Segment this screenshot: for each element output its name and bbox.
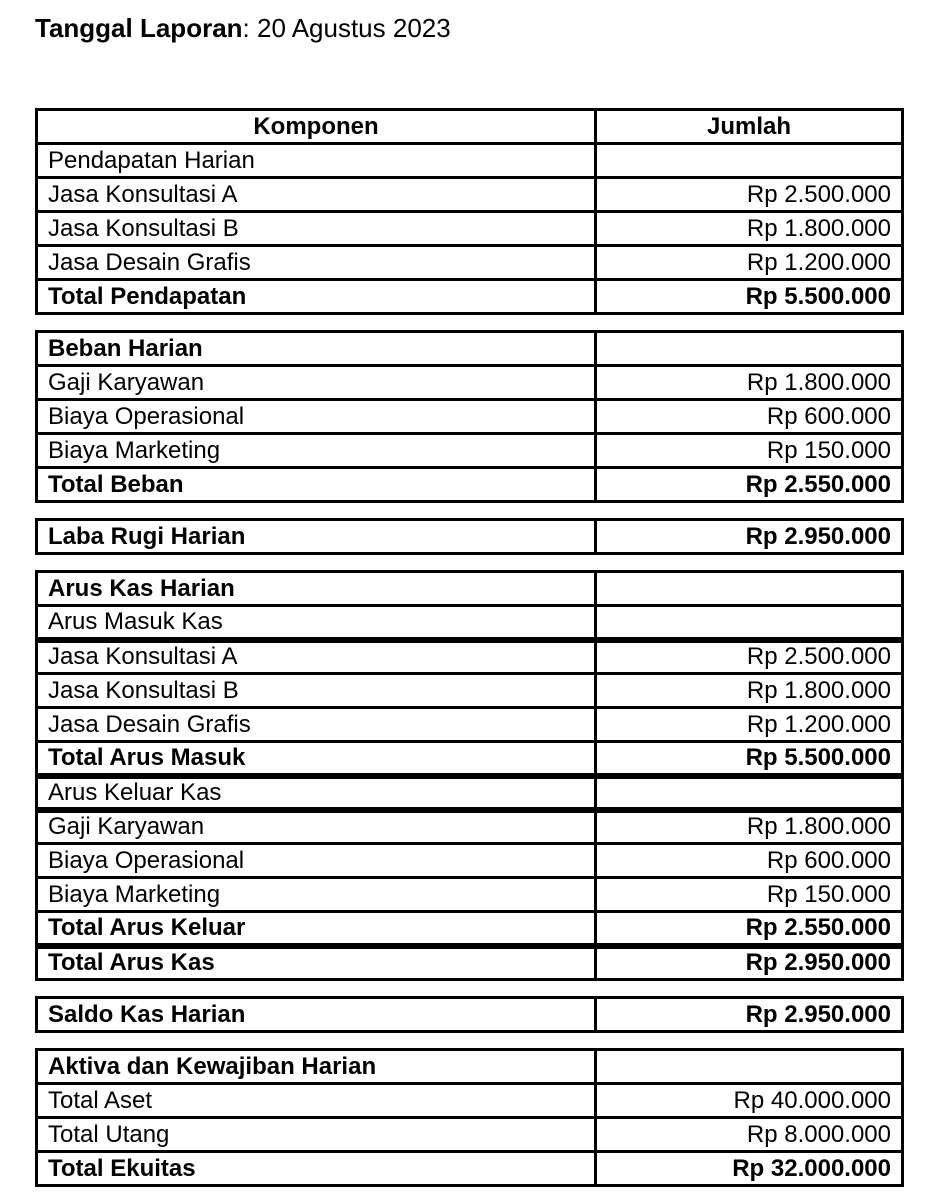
row-value: Rp 150.000 xyxy=(596,878,903,912)
row-label: Total Pendapatan xyxy=(37,280,596,314)
table-row xyxy=(37,776,903,810)
row-label: Laba Rugi Harian xyxy=(37,520,596,554)
table-row xyxy=(37,400,903,434)
row-label: Beban Harian xyxy=(37,332,596,366)
row-value: Rp 2.550.000 xyxy=(596,912,903,946)
table-row xyxy=(37,1152,903,1186)
row-value: Rp 1.800.000 xyxy=(596,366,903,400)
row-label: Jasa Konsultasi A xyxy=(37,178,596,212)
row-label: Arus Kas Harian xyxy=(37,572,596,606)
table-row xyxy=(37,640,903,674)
table-row xyxy=(37,912,903,946)
row-value: Rp 32.000.000 xyxy=(596,1152,903,1186)
row-label: Biaya Marketing xyxy=(37,878,596,912)
row-value: Rp 2.950.000 xyxy=(596,998,903,1032)
row-value: Rp 2.500.000 xyxy=(596,178,903,212)
table-row xyxy=(37,606,903,640)
row-label: Arus Keluar Kas xyxy=(37,776,596,810)
table-laba-rugi-harian xyxy=(35,518,904,555)
table-row xyxy=(37,178,903,212)
report-tables xyxy=(35,108,944,1187)
row-label: Arus Masuk Kas xyxy=(37,606,596,640)
table-row xyxy=(37,144,903,178)
row-label: Total Ekuitas xyxy=(37,1152,596,1186)
report-date-label: Tanggal Laporan xyxy=(35,13,243,43)
row-value xyxy=(596,144,903,178)
table-saldo-kas-harian xyxy=(35,996,904,1033)
row-value: Rp 600.000 xyxy=(596,400,903,434)
row-value xyxy=(596,1050,903,1084)
table-aktiva-dan-kewajiban-harian xyxy=(35,1048,904,1187)
table-row xyxy=(37,366,903,400)
row-value: Rp 5.500.000 xyxy=(596,742,903,776)
table-row xyxy=(37,1084,903,1118)
row-label: Total Arus Kas xyxy=(37,946,596,980)
row-label: Total Beban xyxy=(37,468,596,502)
row-value xyxy=(596,606,903,640)
row-label: Biaya Operasional xyxy=(37,844,596,878)
row-value: Rp 2.950.000 xyxy=(596,520,903,554)
row-label: Biaya Operasional xyxy=(37,400,596,434)
row-value xyxy=(596,776,903,810)
row-value: Rp 1.200.000 xyxy=(596,246,903,280)
table-row xyxy=(37,1118,903,1152)
table-row xyxy=(37,468,903,502)
table-row xyxy=(37,434,903,468)
row-label: Total Utang xyxy=(37,1118,596,1152)
row-value xyxy=(596,572,903,606)
table-row xyxy=(37,280,903,314)
report-date xyxy=(35,13,944,43)
table-row xyxy=(37,332,903,366)
row-value: Rp 40.000.000 xyxy=(596,1084,903,1118)
table-row xyxy=(37,946,903,980)
row-value: Rp 1.800.000 xyxy=(596,212,903,246)
table-row xyxy=(37,246,903,280)
row-label: Biaya Marketing xyxy=(37,434,596,468)
table-row xyxy=(37,572,903,606)
row-label: Jasa Desain Grafis xyxy=(37,708,596,742)
row-value: Rp 2.550.000 xyxy=(596,468,903,502)
row-label: Pendapatan Harian xyxy=(37,144,596,178)
table-row xyxy=(37,810,903,844)
row-label: Jasa Konsultasi A xyxy=(37,640,596,674)
table-row xyxy=(37,212,903,246)
row-value: Rp 1.200.000 xyxy=(596,708,903,742)
row-value: Rp 2.500.000 xyxy=(596,640,903,674)
row-value: Rp 5.500.000 xyxy=(596,280,903,314)
row-label: Total Arus Keluar xyxy=(37,912,596,946)
table-beban-harian xyxy=(35,330,904,503)
table-row xyxy=(37,520,903,554)
table-row xyxy=(37,1050,903,1084)
table-row xyxy=(37,742,903,776)
row-label: Gaji Karyawan xyxy=(37,810,596,844)
table-row xyxy=(37,998,903,1032)
table-row xyxy=(37,844,903,878)
row-value: Rp 8.000.000 xyxy=(596,1118,903,1152)
row-label: Total Arus Masuk xyxy=(37,742,596,776)
row-value xyxy=(596,332,903,366)
row-value: Rp 600.000 xyxy=(596,844,903,878)
table-row xyxy=(37,878,903,912)
row-value: Rp 1.800.000 xyxy=(596,674,903,708)
row-label: Aktiva dan Kewajiban Harian xyxy=(37,1050,596,1084)
row-label: Jasa Konsultasi B xyxy=(37,212,596,246)
row-label: Saldo Kas Harian xyxy=(37,998,596,1032)
row-value: Rp 2.950.000 xyxy=(596,946,903,980)
row-value: Rp 1.800.000 xyxy=(596,810,903,844)
table-row xyxy=(37,674,903,708)
column-header-jumlah: Jumlah xyxy=(596,110,903,144)
column-header-row xyxy=(37,110,903,144)
row-label: Jasa Konsultasi B xyxy=(37,674,596,708)
table-pendapatan-harian xyxy=(35,108,904,315)
table-row xyxy=(37,708,903,742)
column-header-komponen: Komponen xyxy=(37,110,596,144)
row-value: Rp 150.000 xyxy=(596,434,903,468)
report-date-value: : 20 Agustus 2023 xyxy=(242,13,451,43)
row-label: Total Aset xyxy=(37,1084,596,1118)
table-arus-kas-harian xyxy=(35,570,904,981)
row-label: Jasa Desain Grafis xyxy=(37,246,596,280)
row-label: Gaji Karyawan xyxy=(37,366,596,400)
